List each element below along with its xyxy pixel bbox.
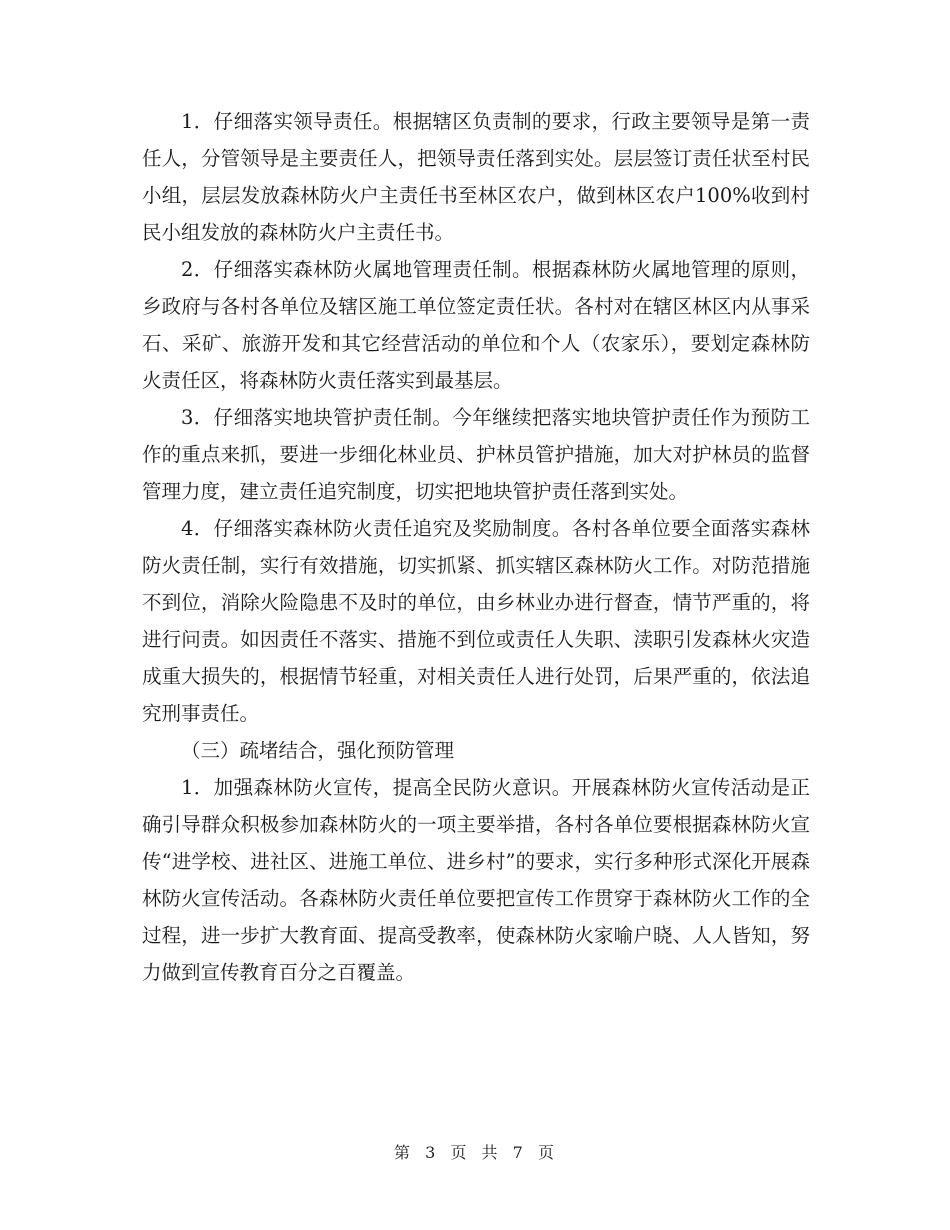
footer-suffix: 页 [537,1143,556,1162]
paragraph-leader-responsibility: 1．仔细落实领导责任。根据辖区负责制的要求，行政主要领导是第一责任人，分管领导是主要责任人，把领导责任落到实处。层层签订责任状至村民小组，层层发放森林防火户主责任书至林区农户，做到林区农户100%收到村民小组发放的森林防火户主责任书。 [142,110,810,244]
footer-prefix: 第 [394,1143,413,1162]
footer-total-pages: 7 [512,1143,525,1162]
paragraph-fire-publicity: 1．加强森林防火宣传，提高全民防火意识。开展森林防火宣传活动是正确引导群众积极参加森林防火的一项主要举措，各村各单位要根据森林防火宣传“进学校、进社区、进施工单位、进乡村”的要求，实行多种形式深化开展森林防火宣传活动。各森林防火责任单位要把宣传工作贯穿于森林防火工作的全过程，进一步扩大教育面、提高受教率，使森林防火家喻户晓、人人皆知，努力做到宣传教育百分之百覆盖。 [142,776,810,984]
footer-current-page: 3 [425,1143,438,1162]
paragraph-plot-management: 3．仔细落实地块管护责任制。今年继续把落实地块管护责任作为预防工作的重点来抓，要进一步细化林业员、护林员管护措施，加大对护林员的监督管理力度，建立责任追究制度，切实把地块管护责任落到实处。 [142,406,810,503]
paragraph-accountability: 4．仔细落实森林防火责任追究及奖励制度。各村各单位要全面落实森林防火责任制，实行有效措施，切实抓紧、抓实辖区森林防火工作。对防范措施不到位，消除火险隐患不及时的单位，由乡林业办进行督查，情节严重的，将进行问责。如因责任不落实、措施不到位或责任人失职、渎职引发森林火灾造成重大损失的，根据情节轻重，对相关责任人进行处罚，后果严重的，依法追究刑事责任。 [142,517,810,725]
document-body [142,103,810,991]
paragraph-territorial-management: 2．仔细落实森林防火属地管理责任制。根据森林防火属地管理的原则，乡政府与各村各单位及辖区施工单位签定责任状。各村对在辖区林区内从事采石、采矿、旅游开发和其它经营活动的单位和个人（农家乐），要划定森林防火责任区，将森林防火责任落实到最基层。 [142,258,810,392]
section-heading: （三）疏堵结合，强化预防管理 [181,739,455,762]
footer-total-word: 共 [481,1143,500,1162]
footer-page-word: 页 [450,1143,469,1162]
page-footer [0,1140,950,1163]
